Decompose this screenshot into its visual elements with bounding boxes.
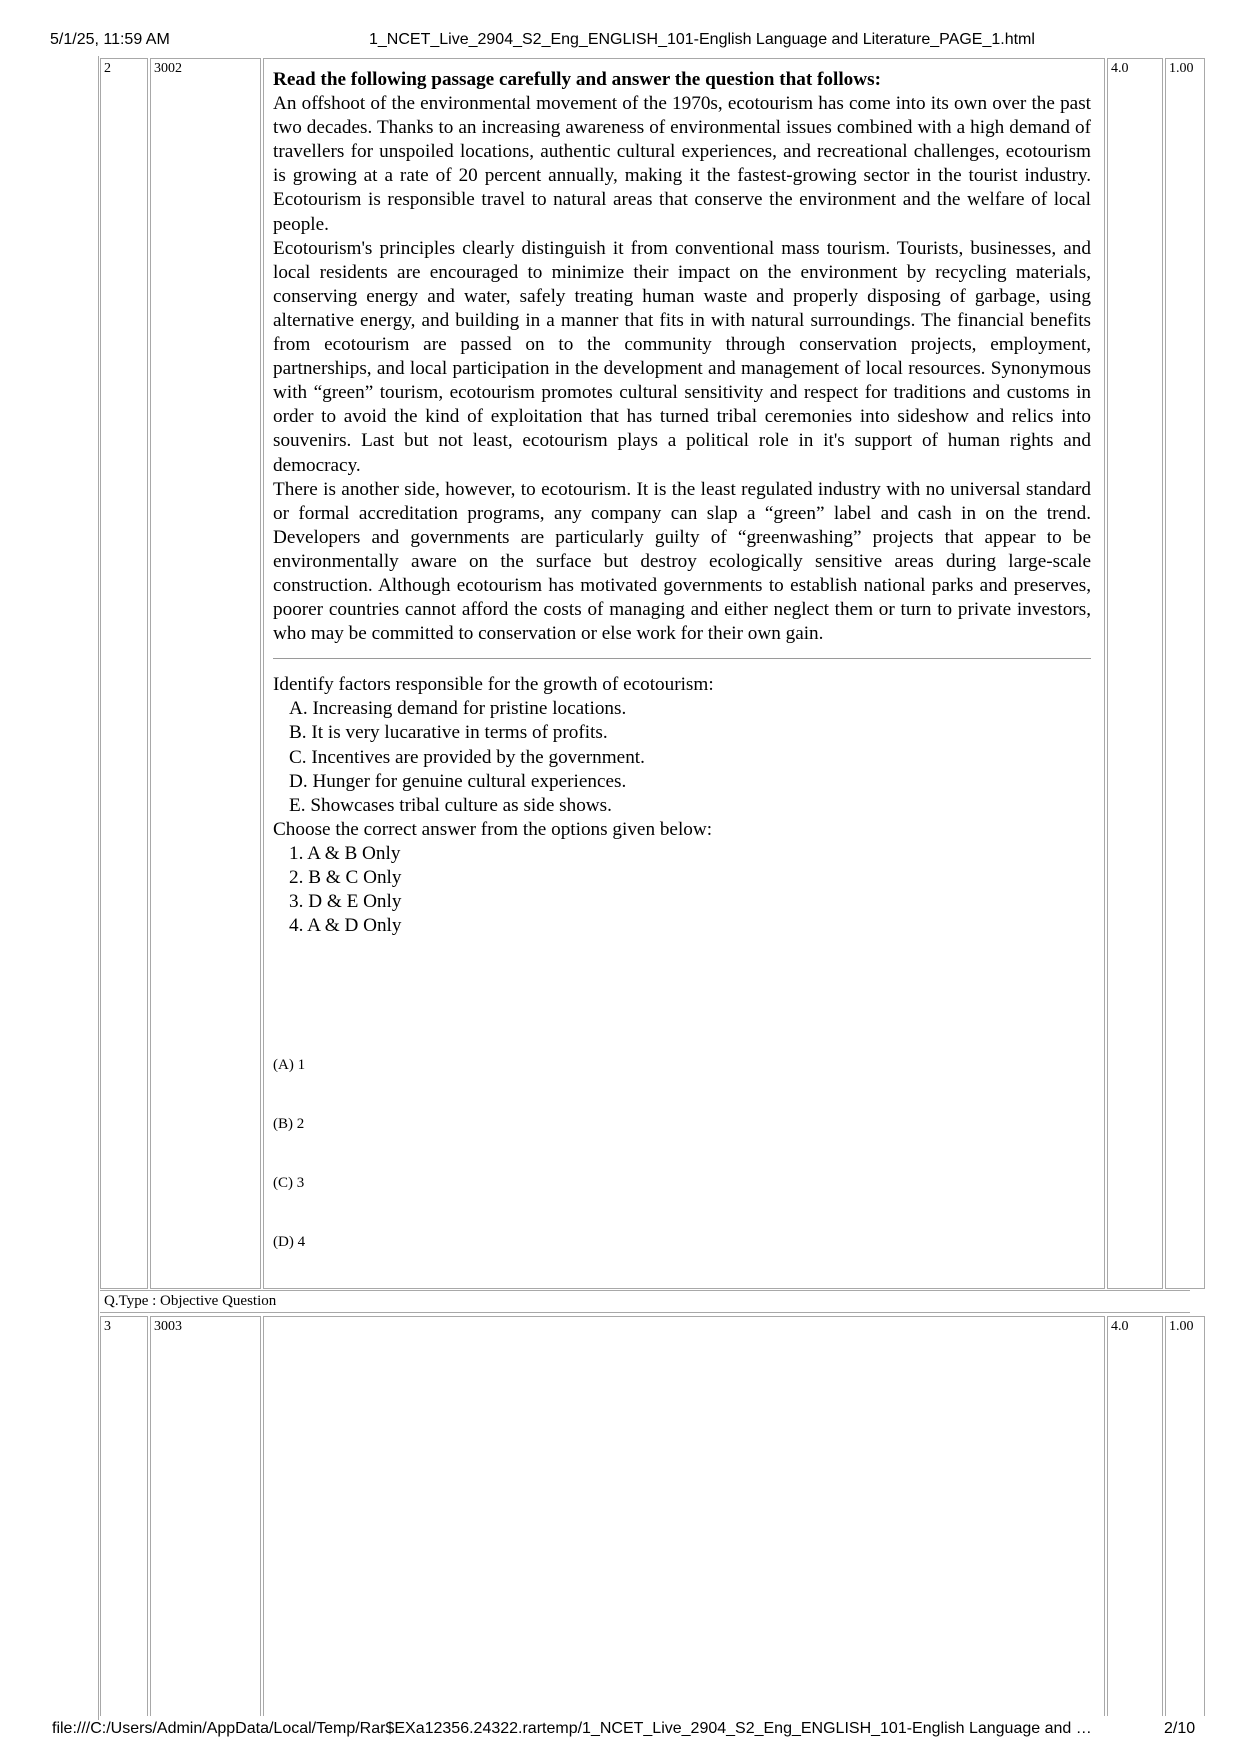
print-page-indicator: 2/10	[1164, 1720, 1196, 1737]
question-type-label: Q.Type : Objective Question	[104, 1293, 277, 1309]
question-stem: Identify factors responsible for the growth of ecotourism:	[273, 674, 714, 696]
question-serial-cell: 3	[100, 1316, 148, 1716]
passage-divider	[273, 658, 1091, 659]
passage-paragraph-2: Ecotourism's principles clearly distinguish it from conventional mass tourism. Tourists, businesses, and local residents are encouraged to minimize their impact on the environment by recycling materials, conserving energy and water, safely treating human waste and properly disposing of garbage, using alternative energy, and building in a manner that fits in with natural surroundings. The financial benefits from ecotourism are passed on to the community through conservation projects, employment, partnerships, and local participation in the development and management of local resources. Synonymous with “green” tourism, ecotourism promotes cultural sensitivity and respect for traditions and customs in order to avoid the kind of exploitation that has turned tribal ceremonies into sideshow and relics into souvenirs. Last but not least, ecotourism plays a political role in it's support of human rights and democracy.	[273, 237, 1091, 476]
answer-option-d: (D) 4	[273, 1234, 306, 1250]
statement-list	[289, 697, 1091, 817]
question-serial-cell: 2	[100, 58, 148, 1289]
question-id-cell: 3002	[150, 58, 261, 1289]
print-doc-title: 1_NCET_Live_2904_S2_Eng_ENGLISH_101-English Language and Literature_PAGE_1.html	[369, 31, 1035, 48]
row-divider	[100, 1312, 1190, 1313]
question-negative-marks-cell: 1.00	[1165, 1316, 1205, 1716]
question-body-cell	[263, 1316, 1105, 1716]
passage-paragraph-1: An offshoot of the environmental movement of the 1970s, ecotourism has come into its own over the past two decades. Thanks to an increasing awareness of environmental issues combined with a high demand of travellers for unspoiled locations, authentic cultural experiences, and recreational challenges, ecotourism is growing at a rate of 20 percent annually, making it the fastest-growing sector in the tourist industry. Ecotourism is responsible travel to natural areas that conserve the environment and the welfare of local people.	[273, 93, 1091, 235]
statement-item: E. Showcases tribal culture as side shows.	[289, 794, 612, 816]
print-datetime: 5/1/25, 11:59 AM	[50, 31, 170, 48]
question-content	[273, 68, 1091, 938]
table-outer-border	[98, 56, 99, 1720]
choice-item: 1. A & B Only	[289, 842, 401, 864]
statement-item: C. Incentives are provided by the government.	[289, 746, 645, 768]
passage-instruction: Read the following passage carefully and answer the question that follows:	[273, 69, 881, 90]
choice-list	[289, 842, 1091, 938]
passage-paragraph-3: There is another side, however, to ecotourism. It is the least regulated industry with no universal standard or formal accreditation programs, any company can slap a “green” label and cash in on the trend. Developers and governments are particularly guilty of “greenwashing” projects that appear to be environmentally aware on the surface but destroy ecologically sensitive areas during large-scale construction. Although ecotourism has motivated governments to establish national parks and preserves, poorer countries cannot afford the costs of managing and either neglect them or turn to private investors, who may be committed to conservation or else work for their own gain.	[273, 478, 1091, 645]
question-id-cell: 3003	[150, 1316, 261, 1716]
choice-item: 4. A & D Only	[289, 915, 402, 937]
print-footer	[0, 1720, 1240, 1742]
question-marks-cell: 4.0	[1107, 58, 1163, 1289]
print-header	[0, 31, 1240, 53]
answer-option-a: (A) 1	[273, 1057, 306, 1073]
print-file-path: file:///C:/Users/Admin/AppData/Local/Temp/Rar$EXa12356.24322.rartemp/1_NCET_Live_2904_S2_Eng_ENGLISH_101-English Language and …	[52, 1720, 1092, 1737]
choose-instruction: Choose the correct answer from the options given below:	[273, 818, 713, 840]
statement-item: A. Increasing demand for pristine locations.	[289, 698, 627, 720]
choice-item: 2. B & C Only	[289, 867, 402, 888]
answer-option-b: (B) 2	[273, 1116, 305, 1132]
question-marks-cell: 4.0	[1107, 1316, 1163, 1716]
statement-item: B. It is very lucarative in terms of profits.	[289, 722, 608, 744]
choice-item: 3. D & E Only	[289, 891, 402, 913]
statement-item: D. Hunger for genuine cultural experiences.	[289, 770, 627, 792]
question-negative-marks-cell: 1.00	[1165, 58, 1205, 1289]
answer-option-c: (C) 3	[273, 1175, 305, 1191]
row-divider	[100, 1290, 1190, 1291]
